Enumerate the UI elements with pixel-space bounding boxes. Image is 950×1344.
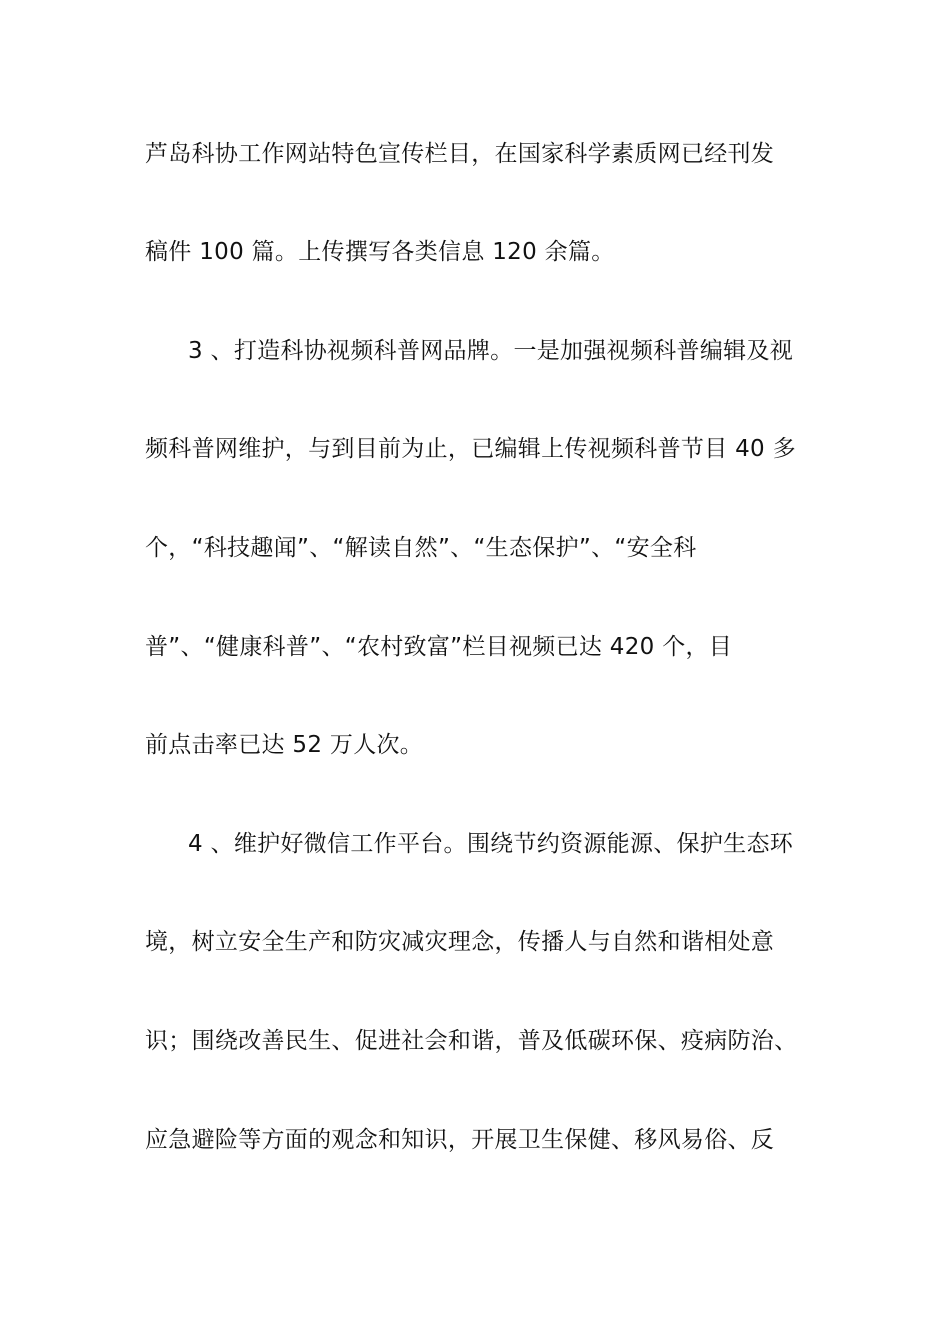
text-line: 普”、“健康科普”、“农村致富”栏目视频已达 420 个，目: [145, 634, 733, 660]
text-line: 境，树立安全生产和防灾减灾理念，传播人与自然和谐相处意: [145, 929, 775, 955]
text-line: 稿件 100 篇。上传撰写各类信息 120 余篇。: [145, 239, 615, 265]
paragraph-start-line: 3 、打造科协视频科普网品牌。一是加强视频科普编辑及视: [188, 338, 794, 364]
text-line: 前点击率已达 52 万人次。: [145, 732, 424, 758]
paragraph-start-line: 4 、维护好微信工作平台。围绕节约资源能源、保护生态环: [188, 831, 794, 857]
text-line: 个，“科技趣闻”、“解读自然”、“生态保护”、“安全科: [145, 535, 697, 561]
text-line: 频科普网维护，与到目前为止，已编辑上传视频科普节目 40 多: [145, 436, 796, 462]
text-line: 识；围绕改善民生、促进社会和谐，普及低碳环保、疫病防治、: [145, 1028, 798, 1054]
text-line: 应急避险等方面的观念和知识，开展卫生保健、移风易俗、反: [145, 1127, 775, 1153]
text-line: 芦岛科协工作网站特色宣传栏目，在国家科学素质网已经刊发: [145, 141, 775, 167]
